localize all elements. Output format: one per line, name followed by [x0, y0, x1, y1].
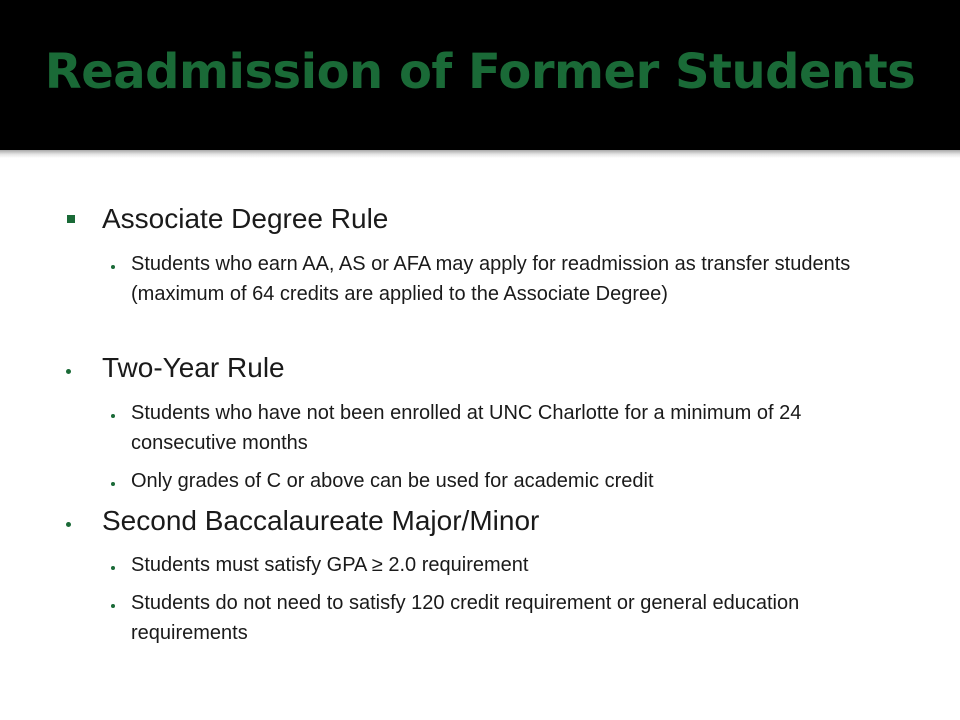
dot-bullet-icon — [111, 482, 115, 486]
dot-bullet-icon — [111, 604, 115, 608]
list-item: Students who have not been enrolled at UNC Charlotte for a minimum of 24 consecutive months — [131, 402, 802, 454]
dot-bullet-icon — [66, 522, 71, 527]
list-item: Students who earn AA, AS or AFA may apply for readmission as transfer students (maximum of 64 credits are applied to the Associate Degree) — [131, 253, 851, 305]
title-divider — [0, 150, 960, 158]
title-bar — [0, 0, 960, 150]
section-heading-two-year-rule: Two-Year Rule — [102, 352, 285, 383]
section-heading-associate-degree-rule: Associate Degree Rule — [102, 203, 389, 234]
slide-content — [0, 158, 960, 720]
list-item: Students must satisfy GPA ≥ 2.0 requirement — [131, 554, 529, 576]
slide-title: Readmission of Former Students — [44, 44, 916, 100]
square-bullet-icon — [67, 215, 75, 223]
section-heading-second-baccalaureate: Second Baccalaureate Major/Minor — [102, 505, 540, 536]
list-item: Only grades of C or above can be used for academic credit — [131, 470, 654, 492]
dot-bullet-icon — [111, 566, 115, 570]
dot-bullet-icon — [66, 369, 71, 374]
dot-bullet-icon — [111, 265, 115, 269]
list-item: Students do not need to satisfy 120 credit requirement or general education requirements — [131, 592, 800, 644]
dot-bullet-icon — [111, 414, 115, 418]
